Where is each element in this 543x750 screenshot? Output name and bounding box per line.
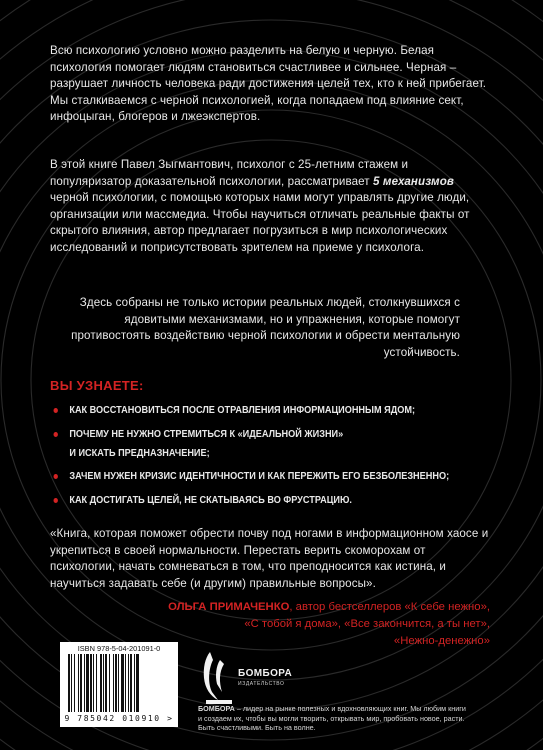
learn-list [50,401,490,514]
barcode [60,642,178,727]
learn-list-item: ПОЧЕМУ НЕ НУЖНО СТРЕМИТЬСЯ К «ИДЕАЛЬНОЙ ЖИЗНИ» [50,425,437,444]
learn-list-item: КАК ВОССТАНОВИТЬСЯ ПОСЛЕ ОТРАВЛЕНИЯ ИНФОРМАЦИОННЫМ ЯДОМ; [50,401,437,420]
bullet-dot-icon [54,408,58,413]
learn-list-item: КАК ДОСТИГАТЬ ЦЕЛЕЙ, НЕ СКАТЫВАЯСЬ ВО ФРУСТРАЦИЮ. [50,491,437,510]
bullet-dot-icon [54,498,58,503]
book-description-paragraph [50,157,490,257]
intro-paragraph: Всю психологию условно можно разделить на белую и черную. Белая психология помогает людям становиться счастливее и сильнее. Черная – разрушает личность человека ради достижения целей тех, кто к ней прибегает. Мы сталкиваемся с черной психологией, когда попадаем под влияние сект, инфоцыган, блогеров и лжеэкспертов. [50,44,487,124]
publisher-brand-name: БОМБОРА [238,668,293,679]
learn-list-item-continuation: И ИСКАТЬ ПРЕДНАЗНАЧЕНИЕ; [69,447,210,459]
endorsement-quote: «Книга, которая поможет обрести почву под ногами в информационном хаосе и укрепиться в своей нормальности. Перестать верить скоморохам от психологии, начать сомневаться в том, что преподносится как истина, и научиться задавать себе (и другим) правильные вопросы». [50,527,489,590]
isbn-number: ISBN 978-5-04-201091-0 [77,644,161,653]
publisher-brand-subtitle: ИЗДАТЕЛЬСТВО [238,681,285,687]
learn-list-item: ЗАЧЕМ НУЖЕН КРИЗИС ИДЕНТИЧНОСТИ И КАК ПЕРЕЖИТЬ ЕГО БЕЗБОЛЕЗНЕННО; [50,467,437,486]
endorser-books-line3: «Нежно-денежно» [393,635,490,647]
description-before: В этой книге Павел Зыгмантович, психолог с 25-летним стажем и популяризатор доказательной психологии, рассматривает [50,158,409,188]
publisher-tagline: – лидер на рынке полезных и вдохновляющих книг. Мы любим книги и создаем их, чтобы вы могли творить, открывать мир, пробовать новое, расти. Быть счастливыми. Быть на волне. [198,704,466,733]
endorser-role: , автор бестселлеров «К себе нежно», [289,601,490,613]
barcode-bars [66,654,172,714]
publisher-description [198,704,468,733]
bullet-dot-icon [54,474,58,479]
bullet-dot-icon [54,432,58,437]
barcode-digits: 9 785042 010910 > [64,714,174,723]
endorser-name: ОЛЬГА ПРИМАЧЕНКО [168,601,290,613]
exercises-paragraph: Здесь собраны не только истории реальных людей, столкнувшихся с ядовитыми механизмами, но и упражнения, которые помогут противостоять воздействию черной психологии и обрести ментальную устойчивость. [71,296,460,359]
publisher-name: БОМБОРА [198,704,235,713]
endorser-books-line2: «С тобой я дома», «Все закончится, а ты нет», [244,618,490,630]
description-after: черной психологии, с помощью которых нами могут управлять другие люди, организации или массмедиа. Чтобы научиться отличать реальные факты от скрытого влияния, автор предлагает погрузиться в мир психологических исследований и поприсутствовать зрителем на приеме у психолога. [50,191,470,254]
you-will-learn-heading: ВЫ УЗНАЕТЕ: [50,378,144,393]
mechanisms-emphasis: 5 механизмов [373,174,455,188]
endorsement-credit [140,599,490,650]
